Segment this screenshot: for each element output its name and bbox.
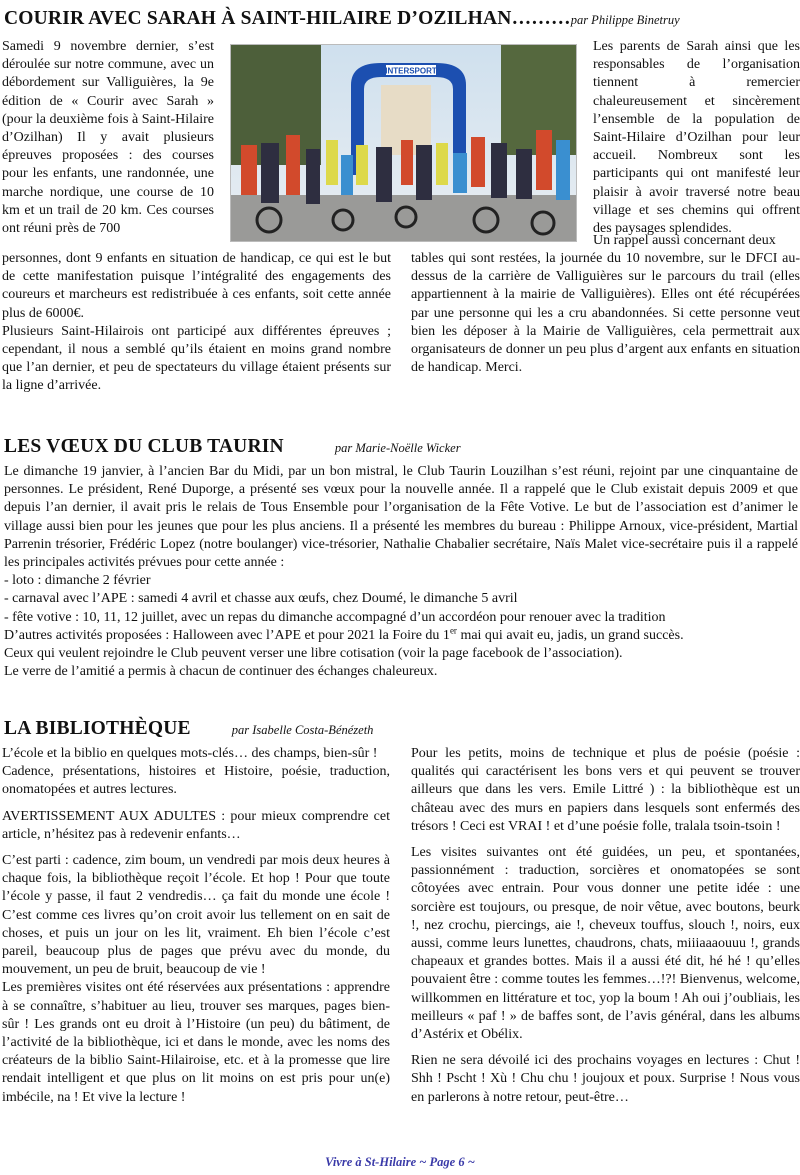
article3-right-column <box>411 745 800 1107</box>
library-paragraph: Cadence, présentations, histoires et Histoire, poésie, traduction, onomatopées et autres lectures. <box>2 764 390 798</box>
library-warning-paragraph: AVERTISSEMENT AUX ADULTES : pour mieux comprendre cet article, n’hésitez pas à redevenir enfants… <box>2 808 390 842</box>
library-paragraph: Rien ne sera dévoilé ici des prochains voyages en lectures : Chut ! Shh ! Pscht ! Xù ! Chu chu ! joujoux et poux. Surprise ! Nous vous en parlerons à notre retour, peut-être… <box>411 1053 800 1105</box>
library-paragraph: Pour les petits, moins de technique et plus de poésie (poésie : qualités qui caractérisent les bons vers et qui peuvent se trouver ailleurs que dans les vers. Emile Littré ) : la bibliothèque est un château avec des murs en papiers dans lesquels sont enfermés des trésors ! Ceci est VRAI ! et d’une poésie folle, tralala tsoin-tsoin ! <box>411 746 800 834</box>
superscript-er: er <box>449 625 457 636</box>
photo-banner-text: INTERSPORT <box>385 66 437 76</box>
article2-title <box>4 436 461 458</box>
library-paragraph: L’école et la biblio en quelques mots-clés… des champs, bien-sûr ! <box>2 746 378 761</box>
article3-byline: par Isabelle Costa-Bénézeth <box>231 723 374 737</box>
article2-paragraph: Le dimanche 19 janvier, à l’ancien Bar du Midi, par un bon mistral, le Club Taurin Louzilhan s’est réuni, rejoint par une cinquantaine de personnes. Le président, René Duporge, a présenté ses vœux pour la nouvelle année. Il a rappelé que le Club existait depuis 2009 et que depuis l’an dernier, il avait pris le relais de Tous Ensemble pour l’organisation de la Fête Votive. Le but de l’association est d’animer le village aussi bien pour les jeunes que pour les plus anciens. Il a présenté les membres du bureau : Philippe Arnoux, vice-président, Martial Parrenin trésorier, Frédéric Lopez (notre boulanger) vice-trésorier, Nathalie Chabalier secrétaire, Naïs Malet vice-secrétaire puis il a rappelé les principales activités prévues pour cette année : <box>4 464 798 571</box>
article1-bottom-right: tables qui sont restées, la journée du 10 novembre, sur le DFCI au-dessus de la carrière de Valliguières sur le parcours du trail (elles appartiennent à la mairie de Valliguières). Elles ont été récupérées par une personne qui les a cru abandonnées. Si cette personne veut bien les déposer à la Mairie de Valliguières, cela permettrait aux organisateurs de donner un peu plus d’argent aux enfants en situation de handicap. Merci. <box>411 251 800 376</box>
other-activities-text: D’autres activités proposées : Halloween avec l’APE et pour 2021 la Foire du 1 <box>4 627 450 643</box>
article2-title-text: LES VŒUX DU CLUB TAURIN <box>4 436 284 457</box>
race-start-photo <box>230 44 577 242</box>
article1-right-column: Les parents de Sarah ainsi que les responsables de l’organisation tiennent à remercier chaleureusement et sincèrement l’ensemble de la population de Saint-Hilaire d’Ozilhan pour leur accueil. Nombreux sont les participants qui ont manifesté leur plaisir à avoir traversé notre beau village et ses chemins qui offrent des paysages splendides. <box>593 39 800 237</box>
article1-bottom-left-para1: personnes, dont 9 enfants en situation de handicap, ce qui est le but de cette manifestation puisque l’intégralité des engagements des coureurs et marcheurs est redistribuée à ces enfants, soit cette année plus de 6000€. <box>2 251 391 321</box>
article1-title-text: COURIR AVEC SARAH À SAINT-HILAIRE D’OZILHAN……… <box>4 8 571 29</box>
article1-byline: par Philippe Binetruy <box>570 13 680 27</box>
article3-title-text: LA BIBLIOTHÈQUE <box>4 718 191 739</box>
article1-title <box>4 8 680 30</box>
article1-bottom-left-para2: Plusieurs Saint-Hilairois ont participé aux différentes épreuves ; cependant, il nous a semblé qu’ils étaient en moins grand nombre que l’an dernier, et peu de spectateurs du village étaient présents sur la ligne d’arrivée. <box>2 323 391 394</box>
other-activities-text-end: mai qui avait eu, jadis, un grand succès. <box>456 627 684 643</box>
article1-bottom-left <box>2 250 391 396</box>
article2-other-activities <box>4 627 798 645</box>
article2-membership-line: Ceux qui veulent rejoindre le Club peuvent verser une libre cotisation (voir la page facebook de l’association). <box>4 646 623 662</box>
activity-item: - carnaval avec l’APE : samedi 4 avril et chasse aux œufs, chez Doumé, le dimanche 5 avril <box>4 591 518 607</box>
article2-byline: par Marie-Noëlle Wicker <box>334 441 461 455</box>
article1-right-column-cont: Un rappel aussi concernant deux <box>593 233 776 248</box>
page-footer: Vivre à St-Hilaire ~ Page 6 ~ <box>325 1155 475 1169</box>
library-paragraph: Les visites suivantes ont été guidées, un peu, et spontanées, passionnément : traduction, sorcières et onomatopées se sont côtoyées avec entrain. Pour vous donner une petite idée : une sorcière est toujours, ou presque, de noir vêtue, avec boutons, beurk !, nez crochu, piercings, aie !, cheveux touffus, slouch !, noirs, eux aussi, comme leurs lunettes, chaudrons, chats, miiiaaaouuu !, grands chapeaux et grandes bottes. Mais il a aussi été dit, hé hé ! qu’elles pouvaient être : comme toutes les femmes…!?! Bienvenus, welcome, willkommen en littérature et toc, yop la boum ! Ah oui j’oubliais, les meilleurs « paf ! » de baffes sont, de l’avis général, dans les albums d’Astérix et Obélix. <box>411 845 800 1043</box>
activity-item: - loto : dimanche 2 février <box>4 573 151 589</box>
article3-left-column <box>2 745 390 1107</box>
article2-closing-line: Le verre de l’amitié a permis à chacun de continuer des échanges chaleureux. <box>4 664 438 680</box>
article3-title <box>4 718 373 740</box>
library-paragraph: C’est parti : cadence, zim boum, un vendredi par mois deux heures à chaque fois, la bibliothèque reçoit l’école. Et hop ! Pour que toute l’école y passe, il faut 2 vendredis… ça fait du monde une école ! C’est comme ces livres qu’on croit avoir lus tellement on en sait de choses, et puis un jour on les lit, vraiment. Eh bien l’école c’est pareil, beaucoup plus de pages que prévu avec du monde, du mouvement, un peu de bruit, beaucoup de vie ! <box>2 853 390 978</box>
article2-body <box>4 463 798 681</box>
library-paragraph: Les premières visites ont été réservées aux présentations : apprendre à se connaître, s’habituer au lieu, trouver ses marques, pages bien-sûr ! Les grands ont eu droit à l’Histoire (un peu) du bâtiment, de l’activité de la bibliothèque, ici et dans le monde, avec les noms des créateurs de la biblio Saint-Hilairoise, etc. et à la promesse que lire rendait intelligent et que plus on lit moins on est pris pour un(e) imbécile, na ! Et vive la lecture ! <box>2 980 390 1105</box>
race-photo-illustration <box>231 45 576 241</box>
article1-left-column: Samedi 9 novembre dernier, s’est déroulée sur notre commune, avec un débordement sur Valliguières, la 9e édition de « Courir avec Sarah » (pour la deuxième fois à Saint-Hilaire d’Ozilhan) Il y avait plusieurs épreuves proposées : des courses pour les enfants, une randonnée, une marche nordique, une course de 10 km et un trail de 20 km. Ces courses ont réuni près de 700 <box>2 39 214 237</box>
activity-item: - fête votive : 10, 11, 12 juillet, avec un repas du dimanche accompagné d’un accordéon pour renouer avec la tradition <box>4 609 666 625</box>
